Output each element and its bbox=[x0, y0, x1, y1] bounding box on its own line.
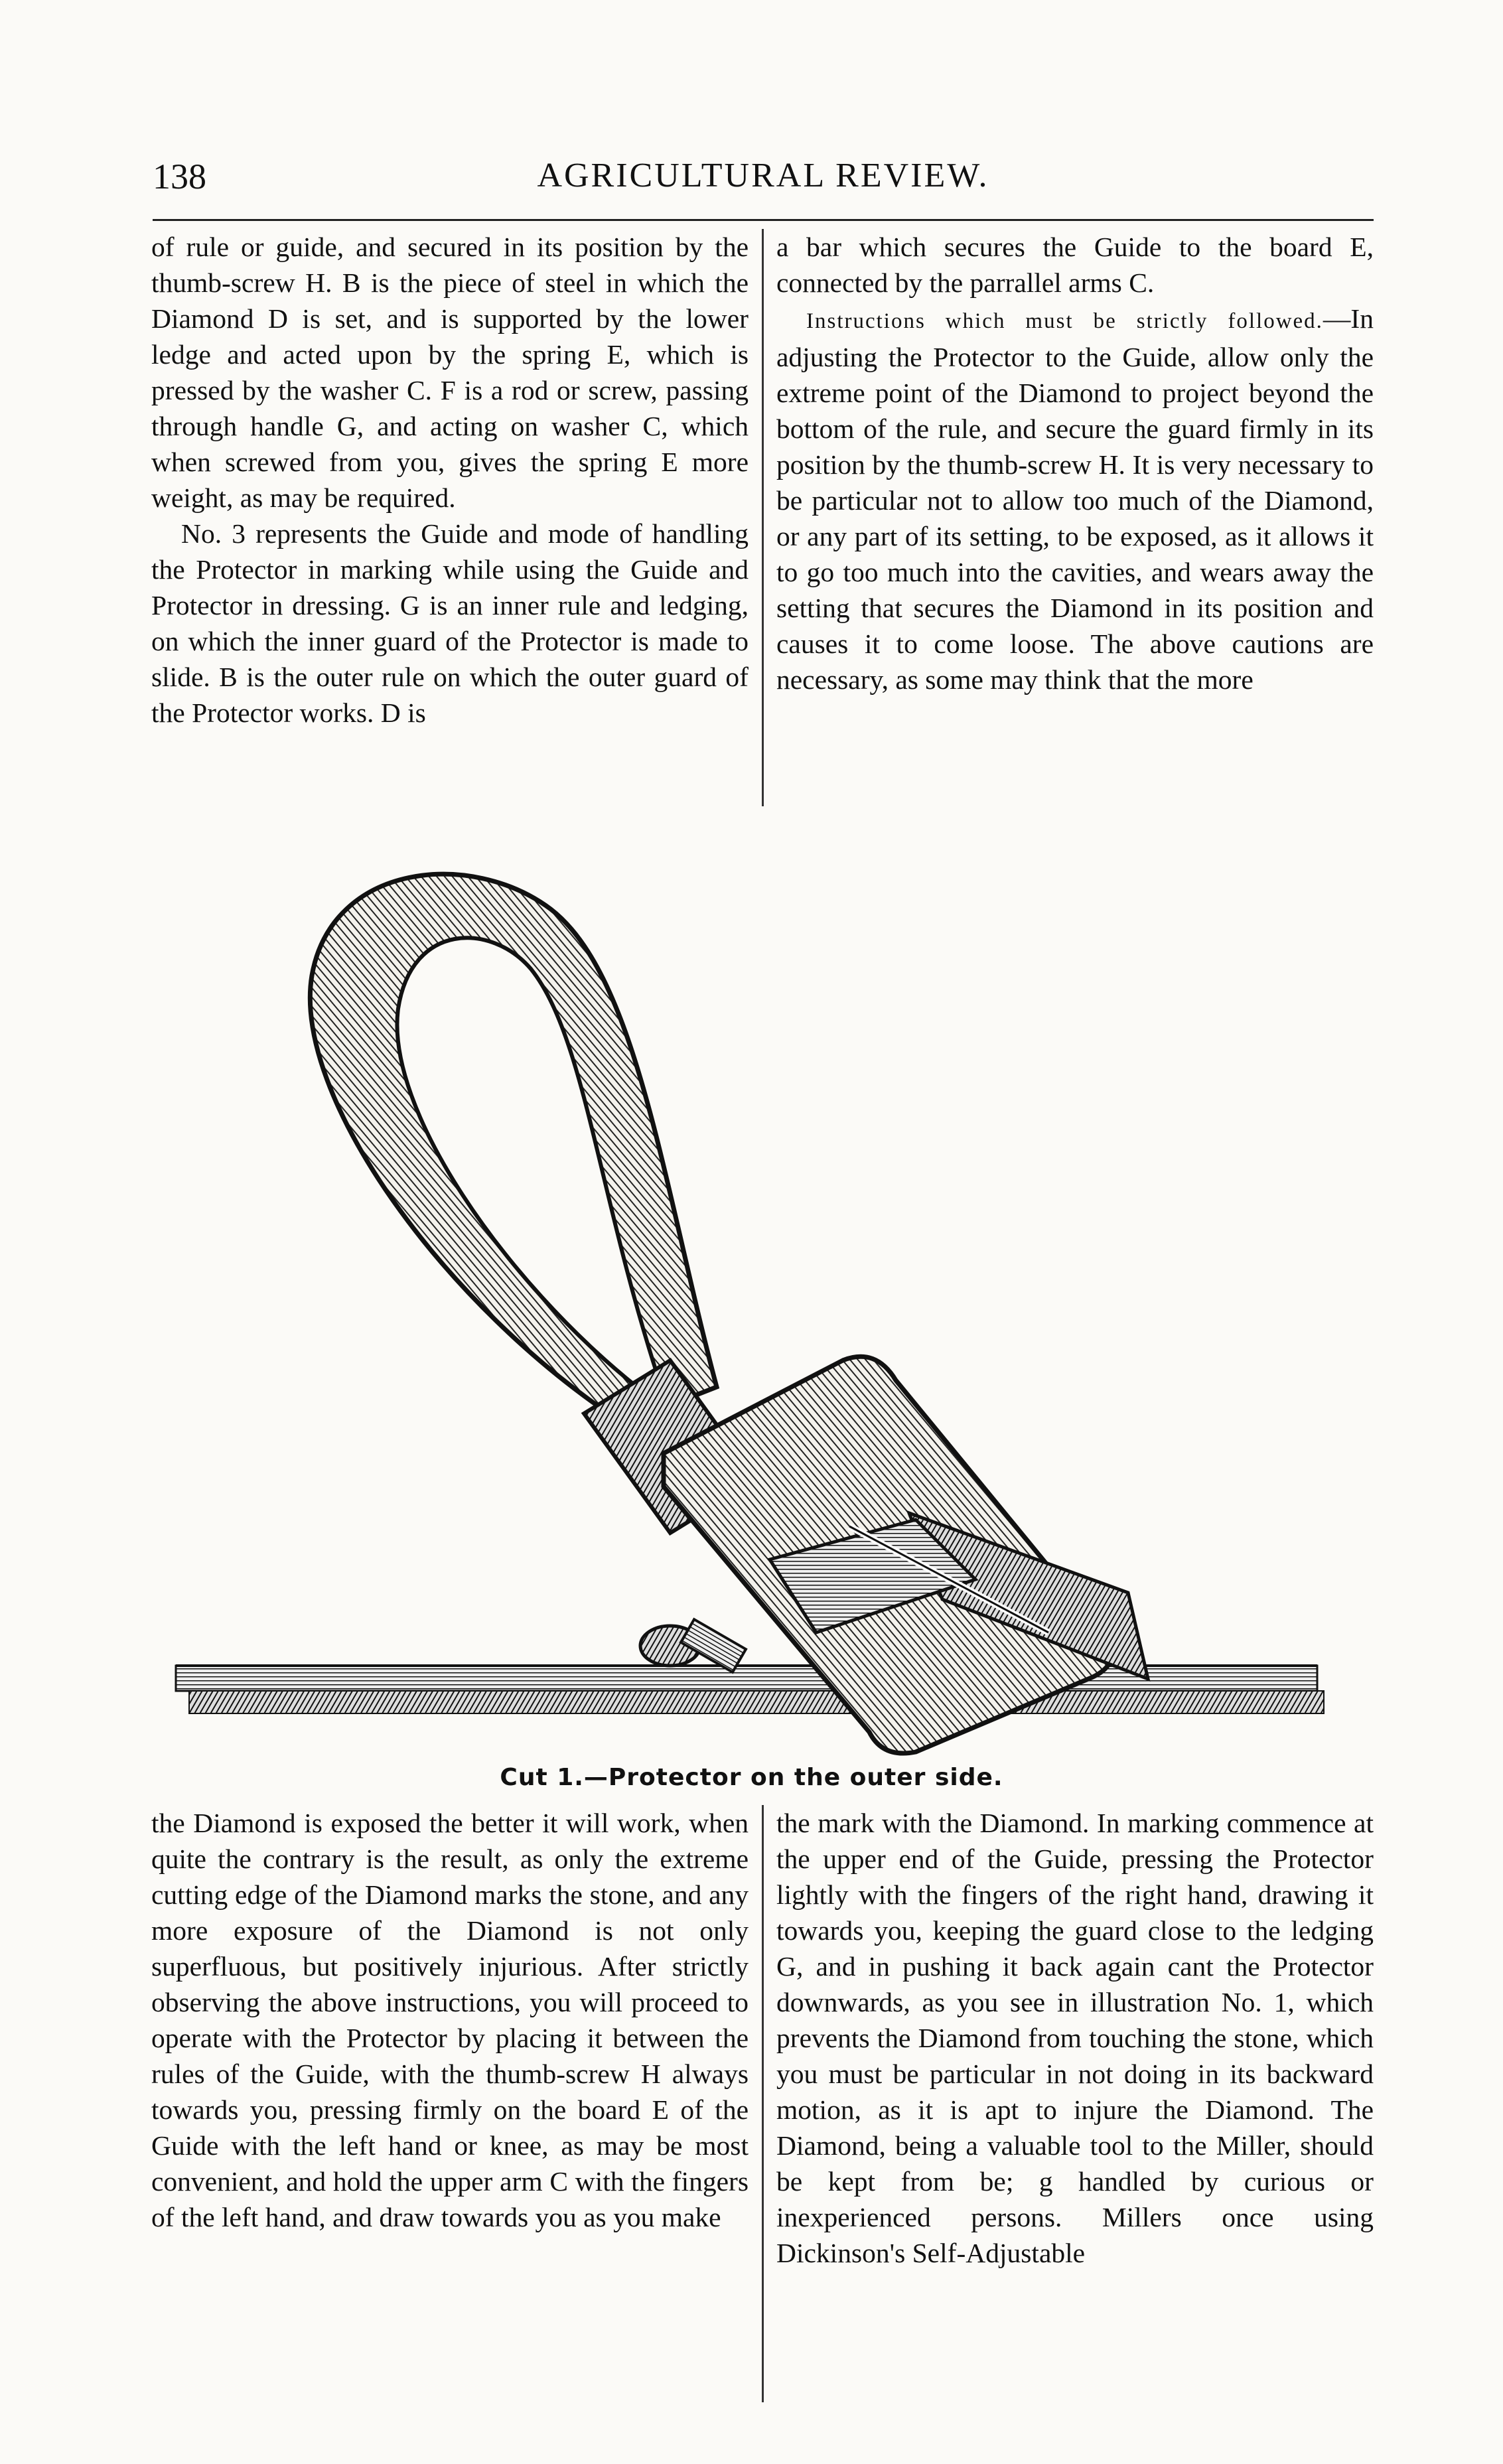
paragraph: No. 3 represents the Guide and mode of handling the Protector in marking while using the Guide and Protector in dressing. G is an inner rule and ledging, on which the inner guard of the Protector is made to slide. B is the outer rule on which the outer guard of the Protector works. D is bbox=[151, 518, 749, 728]
bottom-right-column bbox=[776, 1805, 1374, 2402]
paragraph: the mark with the Diamond. In marking commence at the upper end of the Guide, pressing the Protector lightly with the fingers of the right hand, drawing it towards you, keeping the guard close to the ledging G, and in pushing it back again cant the Protector downwards, as you see in illustration No. 1, which prevents the Diamond from touching the stone, which you must be particular in not doing in its backward motion, as it is apt to injure the Diamond. The Diamond, being a valuable tool to the Miller, should be kept from be; g handled by curious or inexperienced persons. Millers once using Dickinson's Self-Adjustable bbox=[776, 1808, 1374, 2268]
thumb-screw bbox=[640, 1619, 746, 1672]
paragraph: the Diamond is exposed the better it will work, when quite the contrary is the result, as only the extreme cutting edge of the Diamond marks the stone, and any more exposure of the Diamond is not only superfluous, but positively injurious. After strictly observing the above instructions, you will proceed to operate with the Protector by placing it between the rules of the Guide, with the thumb-screw H always towards you, pressing firmly on the board E of the Guide with the left hand or knee, as may be most convenient, and hold the upper arm C with the fingers of the left hand, and draw towards you as you make bbox=[151, 1808, 749, 2232]
page-number: 138 bbox=[153, 157, 206, 196]
figure-caption: Cut 1.—Protector on the outer side. bbox=[500, 1764, 1003, 1791]
column-rule bbox=[762, 1805, 764, 2402]
column-rule bbox=[762, 229, 764, 806]
paragraph: of rule or guide, and secured in its position by the thumb-screw H. B is the piece of steel in which the Diamond D is set, and is supported by the lower ledge and acted upon by the spring E, which is pressed by the washer C. F is a rod or screw, passing through handle G, and acting on washer C, which when screwed from you, gives the spring E more weight, as may be required. bbox=[151, 232, 749, 513]
paragraph bbox=[776, 301, 1374, 697]
paragraph: a bar which secures the Guide to the board E, connected by the parrallel arms C. bbox=[776, 232, 1374, 298]
page-header bbox=[153, 156, 1374, 209]
ground-rail bbox=[176, 1666, 1324, 1713]
running-head: AGRICULTURAL REVIEW. bbox=[537, 157, 989, 194]
header-rule bbox=[153, 219, 1374, 221]
handle-loop bbox=[310, 874, 717, 1423]
protector-engraving bbox=[159, 816, 1334, 1759]
section-heading: Instructions which must be strictly followed. bbox=[806, 309, 1323, 333]
bottom-left-column bbox=[151, 1805, 749, 2402]
top-left-column bbox=[151, 229, 749, 806]
top-right-column bbox=[776, 229, 1374, 806]
paragraph-body: —In adjusting the Protector to the Guide, allow only the extreme point of the Diamond to project beyond the bottom of the rule, and secure the guard firmly in its position by the thumb-screw H. It is very necessary to be particular not to allow too much of the Diamond, or any part of its setting, to be exposed, as it allows it to go too much into the cavities, and wears away the setting that secures the Diamond in its position and causes it to come loose. The above cautions are necessary, as some may think that the more bbox=[776, 303, 1374, 695]
